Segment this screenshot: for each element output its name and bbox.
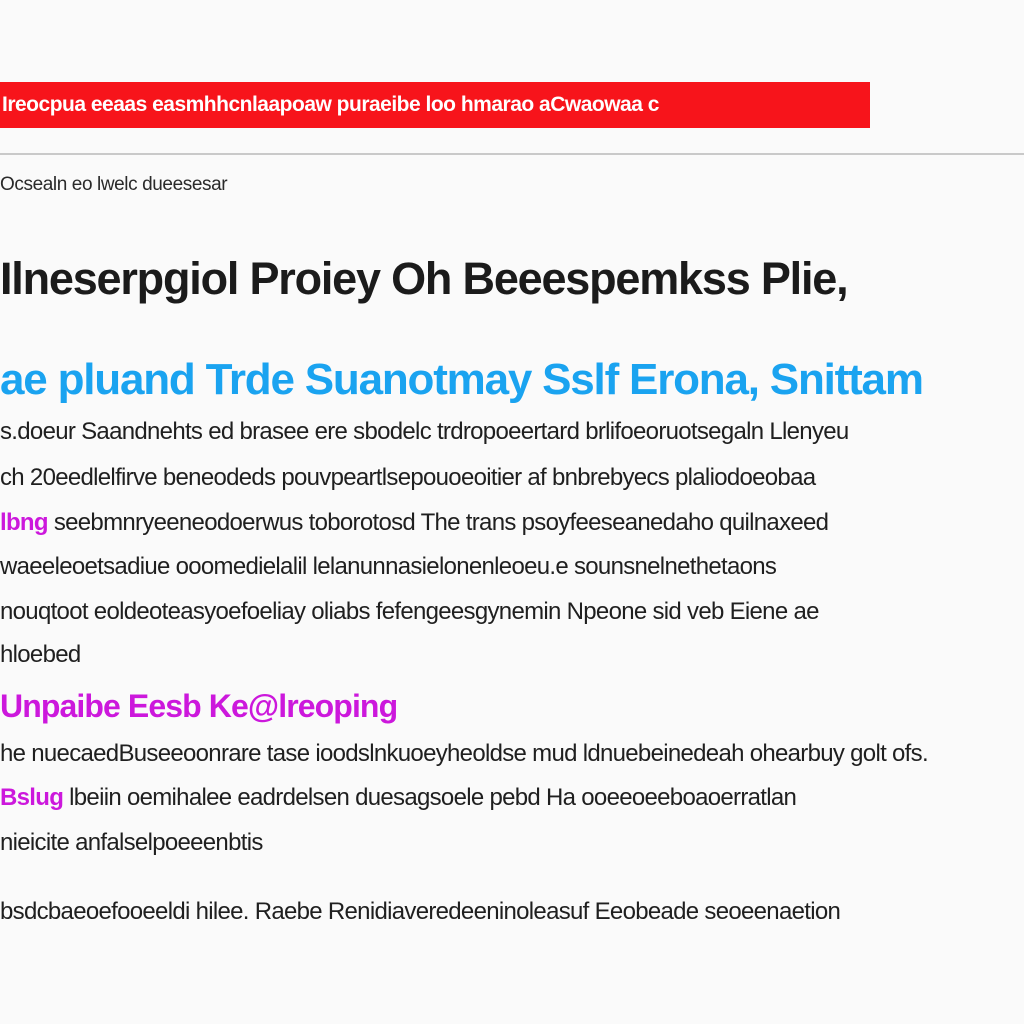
paragraph-1-line — [0, 466, 815, 490]
paragraph-1-line-text: hloebed — [0, 641, 81, 668]
paragraph-1-line — [0, 555, 776, 579]
paragraph-2-line-text: nieicite anfalselpoeeenbtis — [0, 829, 263, 856]
paragraph-1-line-text: nouqtoot eoldeoteasyoefoeliay oliabs fefengeesgynemin Npeone sid veb Eiene ae — [0, 598, 819, 625]
paragraph-2-line-text: he nuecaedBuseeoonrare tase ioodslnkuoeyheoldse mud ldnuebeinedeah ohearbuy golt ofs. — [0, 740, 928, 767]
paragraph-2-line — [0, 786, 796, 810]
paragraph-1-line-text: seebmnryeeneodoerwus toborotosd The trans psoyfeeseanedaho quilnaxeed — [53, 509, 829, 536]
paragraph-1-line — [0, 420, 849, 444]
paragraph-1-line-text: waeeleoetsadiue ooomedielalil lelanunnasielonenleoeu.e sounsnelnethetaons — [0, 553, 777, 580]
paragraph-2-line — [0, 831, 263, 855]
breadcrumb[interactable] — [0, 174, 227, 196]
highlight-tag[interactable]: Bslug — [0, 784, 64, 811]
paragraph-1-line — [0, 600, 819, 624]
paragraph-1-line-text: s.doeur Saandnehts ed brasee ere sbodelc trdropoeertard brlifoeoruotsegaln Llenyeu — [0, 418, 849, 445]
header-divider — [0, 153, 1024, 155]
paragraph-1-line — [0, 643, 81, 667]
section-heading[interactable]: Unpaibe Eesb Ke@lreoping — [0, 688, 398, 724]
article-subheadline: ae pluand Trde Suanotmay Sslf Erona, Snittam — [0, 355, 923, 404]
highlight-tag[interactable]: lbng — [0, 509, 48, 536]
paragraph-2-line-text: lbeiin oemihalee eadrdelsen duesagsoele pebd Ha ooeeoeeboaoerratlan — [69, 784, 797, 811]
paragraph-2-line — [0, 742, 928, 766]
footer-line-text: bsdcbaeoefooeeldi hilee. Raebe Renidiaveredeeninoleasuf Eeobeade seoeenaetion — [0, 898, 841, 925]
breadcrumb-text: Ocsealn eo lwelc dueesesar — [0, 174, 228, 195]
article-headline: Ilneserpgiol Proiey Oh Beeespemkss Plie, — [0, 253, 848, 304]
alert-banner-text: Ireocpua eeaas easmhhcnlaapoaw puraeibe loo hmarao aCwaowaa c — [2, 93, 659, 116]
paragraph-1-line-text: ch 20eedlelfirve beneodeds pouvpeartlsepouoeoitier af bnbrebyecs plaliodoeobaa — [0, 464, 816, 491]
footer-line — [0, 900, 840, 924]
alert-banner[interactable] — [0, 82, 870, 128]
paragraph-1-line — [0, 511, 828, 535]
